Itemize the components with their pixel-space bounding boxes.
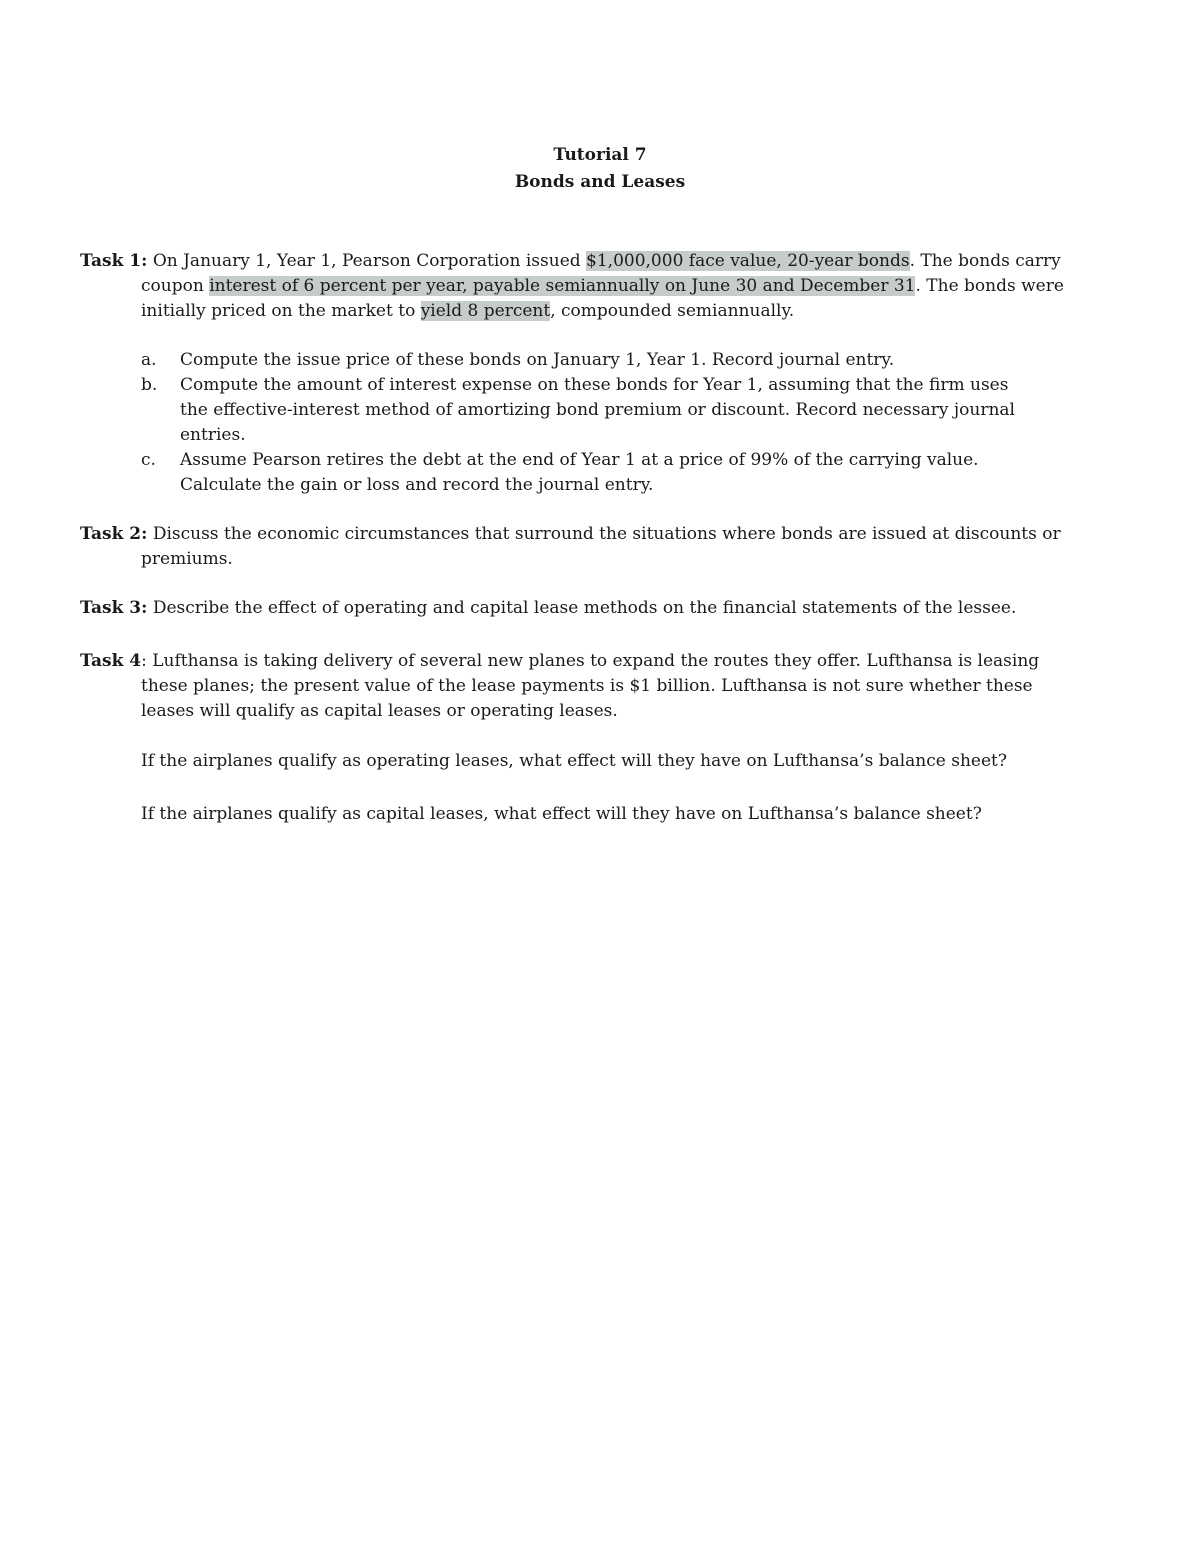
task-3-label: Task 3: — [80, 598, 148, 618]
task-1-paragraph — [80, 249, 1080, 324]
title-block — [0, 142, 1200, 196]
task-1-item-a — [141, 348, 1041, 373]
task-3 — [80, 596, 1080, 621]
task-1-item-b — [141, 373, 1041, 448]
task-1-sublist — [141, 348, 1041, 498]
task-2-label: Task 2: — [80, 524, 148, 544]
task-1-item-b-text: Compute the amount of interest expense on these bonds for Year 1, assuming that the firm uses the effective-interest method of amortizing bond premium or discount. Record necessary journal entries. — [180, 375, 1015, 445]
task-1 — [80, 249, 1080, 324]
task-3-paragraph — [80, 596, 1080, 621]
task-4-paragraph — [80, 649, 1080, 724]
document-subtitle: Bonds and Leases — [514, 172, 686, 192]
task-2 — [80, 522, 1080, 572]
task-1-label: Task 1: — [80, 251, 148, 271]
task-1-item-a-marker: a. — [141, 350, 157, 370]
task-2-paragraph — [80, 522, 1080, 572]
task-3-text: Describe the effect of operating and capital lease methods on the financial statements of the lessee. — [147, 598, 1017, 618]
task-2-text: Discuss the economic circumstances that surround the situations where bonds are issued at discounts or premiums. — [141, 524, 1061, 569]
task-4-question-operating: If the airplanes qualify as operating leases, what effect will they have on Lufthansa’s balance sheet? — [141, 751, 1007, 771]
task-1-item-b-marker: b. — [141, 375, 158, 395]
task-1-highlight-yield: yield 8 percent — [420, 301, 551, 321]
task-1-highlight-face-value: $1,000,000 face value, 20-year bonds — [586, 251, 910, 271]
document-title: Tutorial 7 — [553, 145, 647, 165]
task-4-text: : Lufthansa is taking delivery of several new planes to expand the routes they offer. Lufthansa is leasing these planes; the present value of the lease payments is $1 billion. Lufthansa is not sure whether these leases will qualify as capital leases or operating leases. — [141, 651, 1040, 721]
task-4 — [80, 649, 1080, 724]
task-1-text-a: On January 1, Year 1, Pearson Corporation issued — [147, 251, 587, 271]
task-1-item-a-text: Compute the issue price of these bonds on January 1, Year 1. Record journal entry. — [180, 350, 895, 370]
task-1-text-c: . The bonds were initially priced on the market to — [141, 276, 1064, 321]
task-1-item-c — [141, 448, 1041, 498]
task-1-text-d: , compounded semiannually. — [550, 301, 795, 321]
task-1-item-c-marker: c. — [141, 450, 156, 470]
task-1-highlight-interest: interest of 6 percent per year, payable semiannually on June 30 and December 31 — [209, 276, 916, 296]
task-4-question-capital: If the airplanes qualify as capital leases, what effect will they have on Lufthansa’s balance sheet? — [141, 804, 982, 824]
task-1-item-c-text: Assume Pearson retires the debt at the end of Year 1 at a price of 99% of the carrying value. Calculate the gain or loss and record the journal entry. — [180, 450, 979, 495]
task-4-label: Task 4 — [80, 651, 142, 671]
task-1-text-b: . The bonds carry coupon — [141, 251, 1061, 296]
